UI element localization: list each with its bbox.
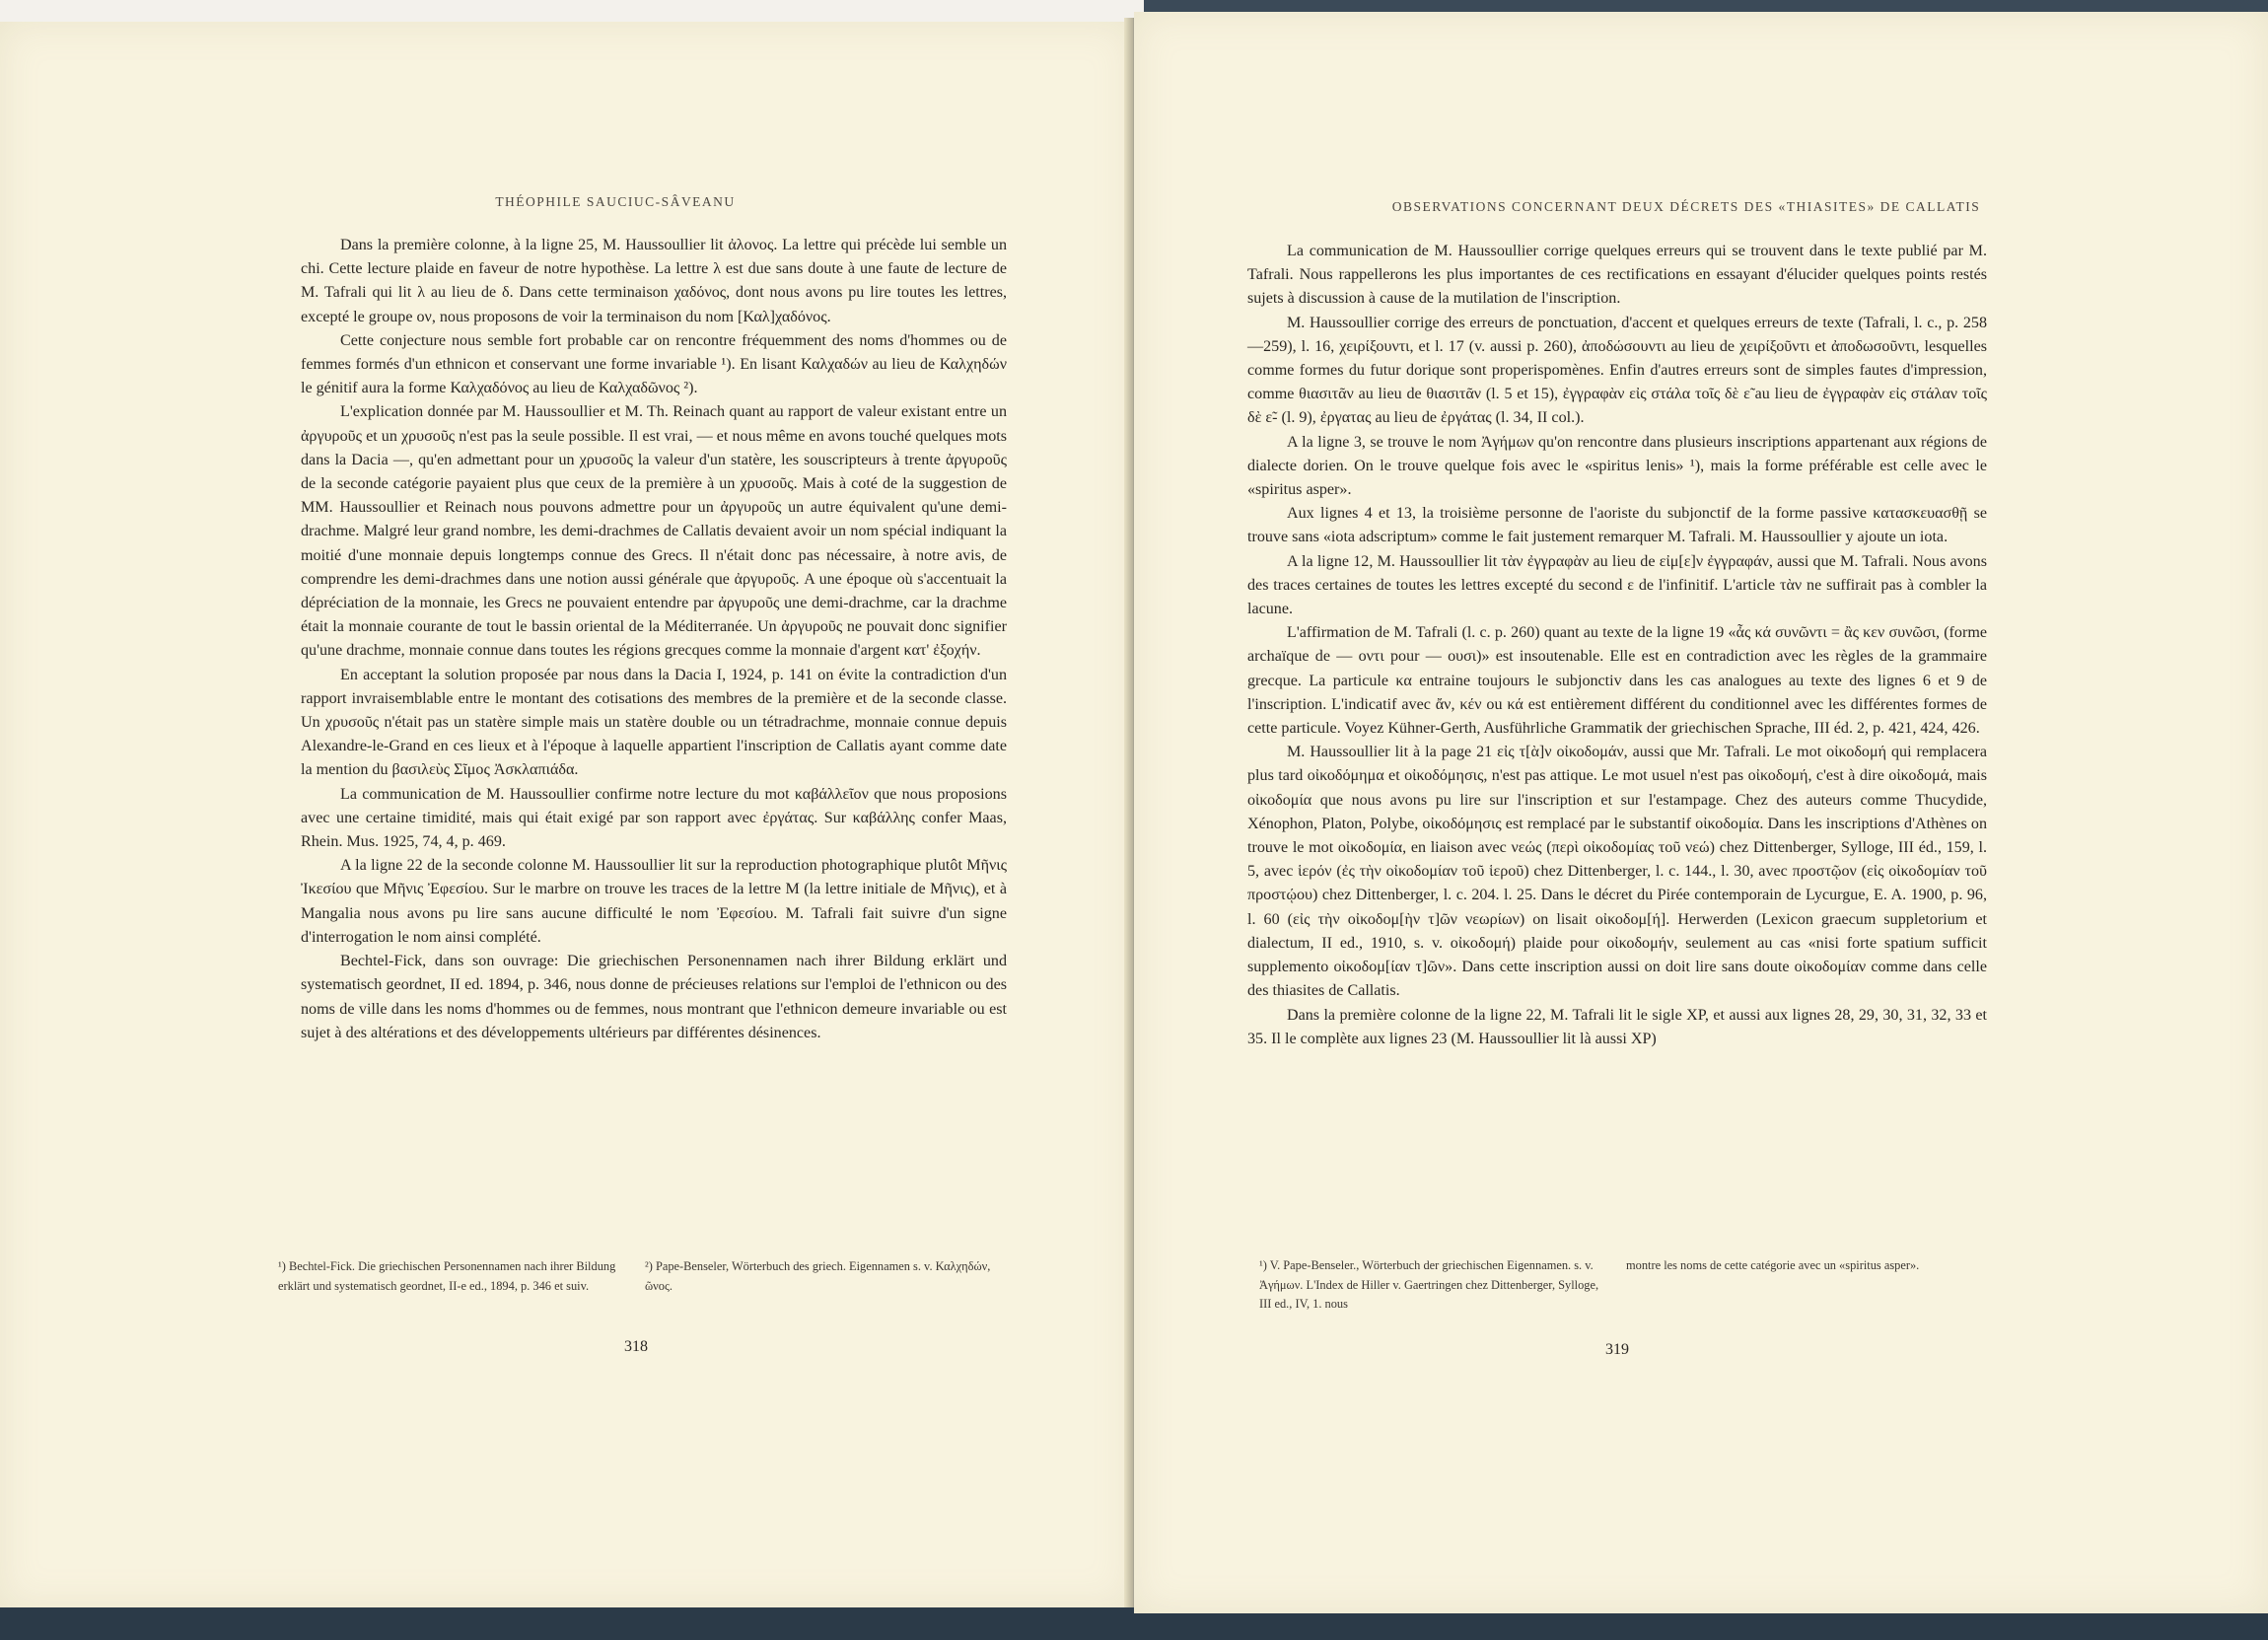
running-header-left: THÉOPHILE SAUCIUC-SÂVEANU — [495, 194, 736, 209]
paragraph: La communication de M. Haussoullier confirme notre lecture du mot καβάλλεῖον que nous proposions avec une certaine timidité, mais qui était exigé par son rapport avec ἐργάτας. Sur καβάλλης confer Maas, Rhein. Mus. 1925, 74, 4, p. 469. — [301, 785, 1007, 851]
paragraph: M. Haussoullier corrige des erreurs de ponctuation, d'accent et quelques erreurs de texte (Tafrali, l. c., p. 258—259), l. 16, χειρίξουντι, et l. 17 (v. aussi p. 260), ἀποδώσουντι au lieu de χειρίξοῦντι et ἀποδωσοῦντι, lesquelles comme formes du futur dorique sont properispomènes. Enfin d'autres erreurs sont de simples fautes d'impression, comme θιασιτᾶν au lieu de θιασιτᾶν (l. 5 et 15), ἐγγραφὰν εἰς στάλα τοῖς δὲ ε̃ au lieu de ἐγγραφὰν εἰς στάλαν τοῖς δὲ ε̃- (l. 9), ἐργατας au lieu de ἐργάτας (l. 34, II col.). — [1247, 314, 1987, 427]
paragraph: Dans la première colonne, à la ligne 25, M. Haussoullier lit ἀλονος. La lettre qui précède lui semble un chi. Cette lecture plaide en faveur de notre hypothèse. La lettre λ est due sans doute à une faute de lecture de M. Tafrali qui lit λ au lieu de δ. Dans cette terminaison χαδόνος, dont nous avons pu lire toutes les lettres, excepté le groupe ον, nous proposons de voir la terminaison du nom [Καλ]χαδόνος. — [301, 237, 1007, 325]
paragraph: Dans la première colonne de la ligne 22, M. Tafrali lit le sigle XP, et aussi aux lignes 28, 29, 30, 31, 32, 33 et 35. Il le complète aux lignes 23 (M. Haussoullier lit là aussi XP) — [1247, 1006, 1987, 1047]
footnote: ¹) Bechtel-Fick. Die griechischen Personennamen nach ihrer Bildung erklärt und systematisch geordnet, II-e ed., 1894, p. 346 et suiv. — [278, 1259, 616, 1293]
paragraph: Cette conjecture nous semble fort probable car on rencontre fréquemment des noms d'hommes ou de femmes formés d'un ethnicon et conservant une forme invariable ¹). En lisant Καλχαδών au lieu de Καλχηδών le génitif aura la forme Καλχαδόνος au lieu de Καλχαδῶνος ²). — [301, 331, 1007, 397]
page-number-left: 318 — [624, 1338, 648, 1355]
footnote: ²) Pape-Benseler, Wörterbuch des griech. Eigennamen s. v. Καλχηδών, ῶνος. — [645, 1259, 991, 1293]
right-footnotes — [1259, 1256, 1989, 1325]
left-footnotes — [278, 1257, 1008, 1326]
left-page — [0, 22, 1132, 1607]
paragraph: La communication de M. Haussoullier corrige quelques erreurs qui se trouvent dans le texte publié par M. Tafrali. Nous rappellerons les plus importantes de ces rectifications en essayant d'élucider quelques points restés sujets à discussion à cause de la mutilation de l'inscription. — [1247, 243, 1987, 308]
paragraph: Aux lignes 4 et 13, la troisième personne de l'aoriste du subjonctif de la forme passive κατασκευασθῇ se trouve sans «iota adscriptum» comme le fait justement remarquer M. Tafrali. M. Haussoullier y ajoute un iota. — [1247, 505, 1987, 546]
paragraph: L'explication donnée par M. Haussoullier et M. Th. Reinach quant au rapport de valeur existant entre un ἀργυροῦς et un χρυσοῦς n'est pas la seule possible. Il est vrai, — et nous même en avons touché quelques mots dans la Dacia —, qu'en admettant pour un χρυσοῦς la valeur d'un statère, les souscripteurs à trente ἀργυροῦς de la seconde catégorie payaient plus que ceux de la première à un χρυσοῦς. Mais à coté de la suggestion de MM. Haussoullier et Reinach nous pouvons admettre pour un ἀργυροῦς un autre équivalent qu'une demi-drachme. Malgré leur grand nombre, les demi-drachmes de Callatis devaient avoir un nom spécial indiquant la moitié d'une monnaie depuis longtemps connue des Grecs. Il n'était donc pas nécessaire, à notre avis, de comprendre les demi-drachmes dans une notion aussi générale que ἀργυροῦς. A une époque où s'accentuait la dépréciation de la monnaie, les Grecs ne pouvaient entendre par ἀργυροῦς une demi-drachme, car la drachme était la monnaie courante de tout le bassin oriental de la Méditerranée. Un ἀργυροῦς ne pouvait donc signifier qu'une drachme, monnaie connue dans toutes les régions grecques comme la monnaie d'argent κατ' ἐξοχήν. — [301, 403, 1007, 660]
paragraph: Bechtel-Fick, dans son ouvrage: Die griechischen Personennamen nach ihrer Bildung erklärt und systematisch geordnet, II ed. 1894, p. 346, nous donne de précieuses relations sur l'emploi de l'ethnicon ou des noms de ville dans les noms d'hommes ou de femmes, nous montrant que l'ethnicon demeure invariable ou est sujet à des altérations et des développements ultérieurs par différentes désinences. — [301, 953, 1007, 1041]
right-page — [1134, 12, 2268, 1613]
left-body-text — [301, 234, 1007, 1045]
paragraph: A la ligne 3, se trouve le nom Ἀγήμων qu'on rencontre dans plusieurs inscriptions appartenant aux régions de dialecte dorien. On le trouve quelque fois avec le «spiritus lenis» ¹), mais la forme préférable est celle avec le «spiritus asper». — [1247, 433, 1987, 499]
running-header-right: OBSERVATIONS CONCERNANT DEUX DÉCRETS DES «THIASITES» DE CALLATIS — [1391, 199, 1981, 214]
paragraph: En acceptant la solution proposée par nous dans la Dacia I, 1924, p. 141 on évite la contradiction d'un rapport invraisemblable entre le montant des cotisations des membres de la première et de la seconde classe. Un χρυσοῦς n'était pas un statère simple mais un statère double ou un tétradrachme, monnaie connue depuis Alexandre-le-Grand en ces lieux et à l'époque à laquelle appartient l'inscription de Callatis ayant comme date la mention du βασιλεὺς Σῖμος Ἀσκλαπιάδα. — [301, 666, 1007, 779]
paragraph: L'affirmation de M. Tafrali (l. c. p. 260) quant au texte de la ligne 19 «ἆς κά συνῶντι = ἂς κεν συνῶσι, (forme archaïque de — οντι pour — ουσι)» est insoutenable. Elle est en contradiction avec les règles de la grammaire grecque. La particule κα entraine toujours le subjonctiv dans les cas analogues au texte des lignes 6 et 9 de l'inscription. L'indicatif avec ἄν, κέν ou κά est entièrement différent du conditionnel avec les différentes formes de cette particule. Voyez Kühner-Gerth, Ausführliche Grammatik der griechischen Sprache, III éd. 2, p. 421, 424, 426. — [1247, 624, 1987, 738]
paragraph: M. Haussoullier lit à la page 21 εἰς τ[ὰ]ν οἰκοδομάν, aussi que Mr. Tafrali. Le mot οἰκοδομή qui remplacera plus tard οἰκοδόμημα et οἰκοδόμησις, n'est pas attique. Le mot usuel n'est pas οἰκοδομή, c'est à dire οἰκοδομά, mais οἰκοδομία que nous avons pu lire sur l'inscription et sur l'estampage. Chez des auteurs comme Thucydide, Xénophon, Platon, Polybe, οἰκοδόμησις est remplacé par le substantif οἰκοδομία. Dans les inscriptions d'Athènes on trouve le mot οἰκοδομία, en liaison avec νεώς (περὶ οἰκοδομίας τοῦ νεώ) chez Dittenberger, Sylloge, III éd., 159, l. 5, avec ἱερόν (ἐς τὴν οἰκοδομίαν τοῦ ἱεροῦ) chez Dittenberger, l. c. 144., l. 30, avec προστῷον (εἰς οἰκοδομίαν τοῦ προστῴου) chez Dittenberger, l. c. 204. l. 25. Dans le décret du Pirée contemporain de Lycurgue, E. A. 1900, p. 96, l. 60 (εἰς τὴν οἰκοδομ[ὴν τ]ῶν νεωρίων) on lisait οἰκοδομ[ή]. Herwerden (Lexicon graecum suppletorium et dialectum, II ed., 1910, s. v. οἰκοδομή) plaide pour οἰκοδομήν, seulement au cas «nisi forte spatium sufficit supplemento οἰκοδομ[ίαν τ]ῶν». Dans cette inscription aussi on doit lire sans doute οἰκοδομίαν comme dans celle des thiasites de Callatis. — [1247, 744, 1987, 1000]
footnote: ¹) V. Pape-Benseler., Wörterbuch der griechischen Eigennamen. s. v. Ἀγήμων. L'Index de Hiller v. Gaertringen chez Dittenberger, Sylloge, III ed., IV, 1. nous — [1259, 1258, 1599, 1311]
paragraph: A la ligne 12, M. Haussoullier lit τὰν ἐγγραφὰν au lieu de εἰμ[ε]ν ἐγγραφάν, aussi que M. Tafrali. Nous avons des traces certaines de toutes les lettres excepté du second ε de l'infinitif. L'article τὰν ne suffirait pas à combler la lacune. — [1247, 552, 1987, 618]
page-number-right: 319 — [1605, 1341, 1629, 1358]
right-body-text — [1247, 240, 1987, 1051]
footnote: montre les noms de cette catégorie avec un «spiritus asper». — [1626, 1258, 1920, 1272]
paragraph: A la ligne 22 de la seconde colonne M. Haussoullier lit sur la reproduction photographique plutôt Μῆνις Ἰκεσίου que Μῆνις Ἐφεσίου. Sur le marbre on trouve les traces de la lettre M (la lettre initiale de Μῆνις), et à Mangalia nous avons pu lire sans aucune difficulté le nom Ἐφεσίου. M. Tafrali fait suivre d'un signe d'interrogation le nom ainsi complété. — [301, 857, 1007, 946]
